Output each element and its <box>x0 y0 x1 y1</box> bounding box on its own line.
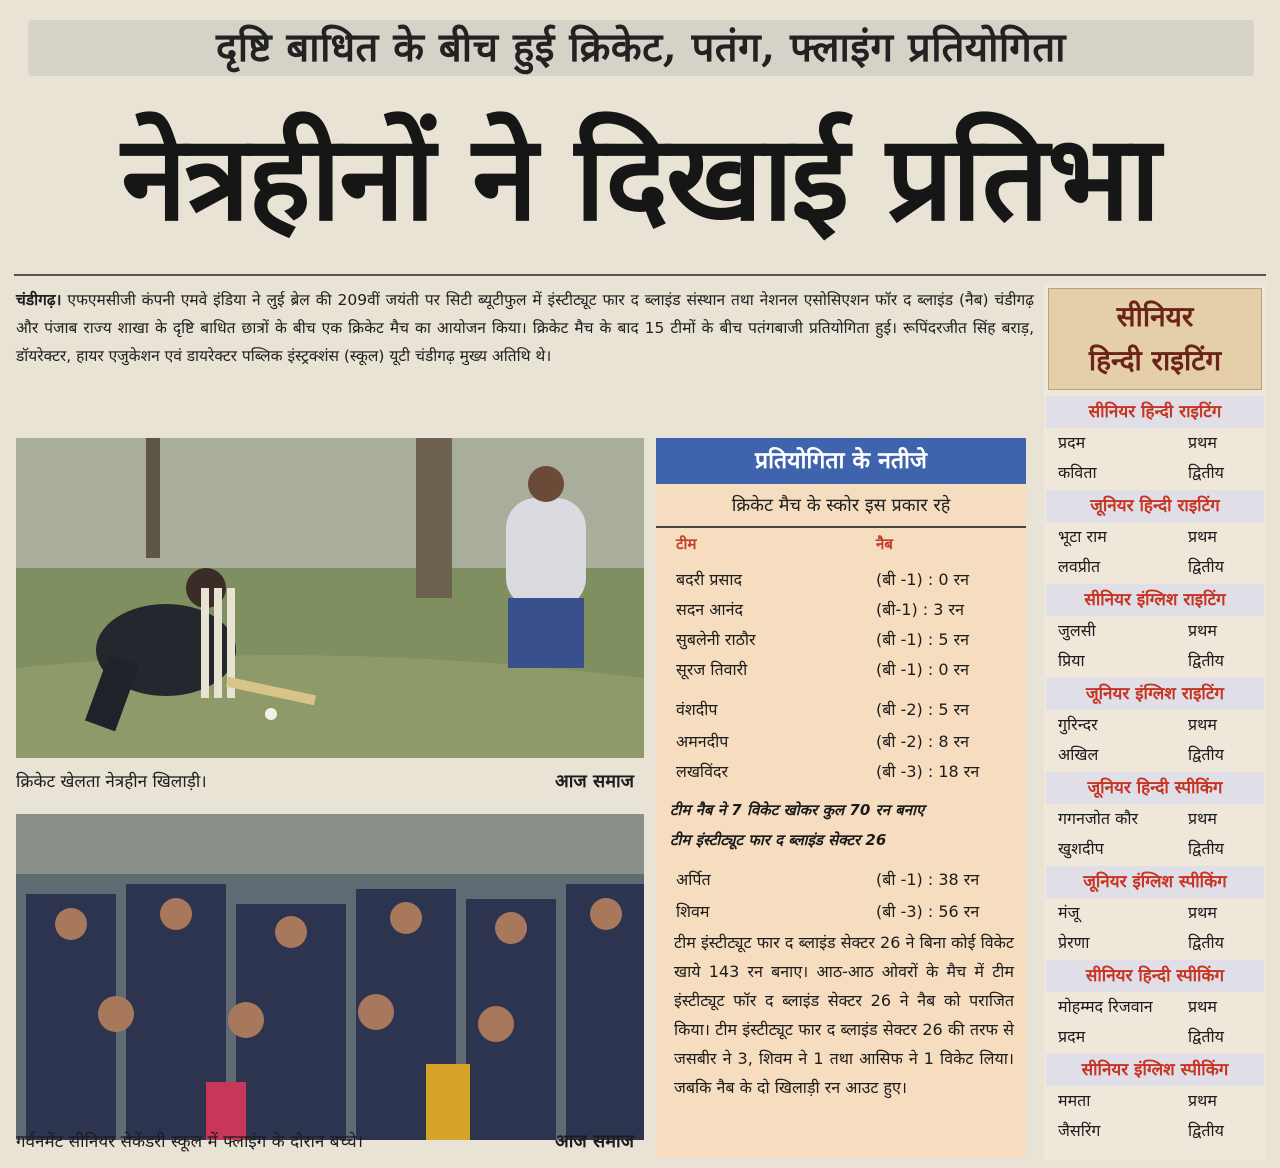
kicker-headline: दृष्टि बाधित के बीच हुई क्रिकेट, पतंग, फ्लाइंग प्रतियोगिता <box>28 20 1254 76</box>
winner-name: खुशदीप <box>1058 839 1104 858</box>
winner-name: जैसरिंग <box>1058 1121 1101 1140</box>
winner-name: गगनजोत कौर <box>1058 809 1139 828</box>
winner-position: प्रथम <box>1188 527 1217 546</box>
nab-column-header: नैब <box>876 535 893 553</box>
main-headline: नेत्रहीनों ने दिखाई प्रतिभा <box>121 109 1159 247</box>
winner-name: कविता <box>1058 463 1097 482</box>
photo2-caption <box>16 1122 644 1162</box>
winner-name: ममता <box>1058 1091 1091 1110</box>
player-score: (बी-1) : 3 रन <box>876 600 964 619</box>
divider <box>14 274 1266 276</box>
photo1-credit: आज समाज <box>555 771 634 792</box>
winner-position: द्वितीय <box>1188 651 1224 670</box>
player-name: वंशदीप <box>676 700 718 719</box>
results-banner: प्रतियोगिता के नतीजे <box>656 438 1026 484</box>
category-title: जूनियर हिन्दी स्पीकिंग <box>1046 772 1264 804</box>
category-title: जूनियर इंग्लिश स्पीकिंग <box>1046 866 1264 898</box>
winner-position: प्रथम <box>1188 903 1217 922</box>
winner-entry <box>1058 834 1258 864</box>
player-name: लखविंदर <box>676 762 729 781</box>
sidebar-title-box <box>1048 288 1262 390</box>
winner-position: प्रथम <box>1188 809 1217 828</box>
sidebar-results <box>1044 284 1266 1160</box>
winner-entry <box>1058 616 1258 646</box>
winner-position: द्वितीय <box>1188 1027 1224 1046</box>
winner-entry <box>1058 804 1258 834</box>
score-row <box>676 566 1016 594</box>
player-score: (बी -3) : 18 रन <box>876 762 980 781</box>
winner-name: मंजू <box>1058 903 1080 922</box>
player-name: शिवम <box>676 902 710 921</box>
category-title: जूनियर हिन्दी राइटिंग <box>1046 490 1264 522</box>
results-box <box>656 438 1026 1158</box>
winner-name: लवप्रीत <box>1058 557 1101 576</box>
winner-position: द्वितीय <box>1188 933 1224 952</box>
category-title: जूनियर इंग्लिश राइटिंग <box>1046 678 1264 710</box>
winner-position: द्वितीय <box>1188 557 1224 576</box>
winner-name: गुरिन्दर <box>1058 715 1098 734</box>
player-score: (बी -3) : 56 रन <box>876 902 980 921</box>
winner-name: जुलसी <box>1058 621 1096 640</box>
player-score: (बी -1) : 5 रन <box>876 630 970 649</box>
score-row <box>676 898 1016 926</box>
category-title: सीनियर हिन्दी स्पीकिंग <box>1046 960 1264 992</box>
score-row <box>676 728 1016 756</box>
winner-name: प्रदम <box>1058 433 1086 452</box>
winner-position: द्वितीय <box>1188 463 1224 482</box>
winner-name: प्रेरणा <box>1058 933 1090 952</box>
winner-entry <box>1058 522 1258 552</box>
score-row <box>676 596 1016 624</box>
winner-position: प्रथम <box>1188 997 1217 1016</box>
player-name: सूरज तिवारी <box>676 660 748 679</box>
winner-name: भूटा राम <box>1058 527 1107 546</box>
winner-entry <box>1058 740 1258 770</box>
photo1-caption-text: क्रिकेट खेलता नेत्रहीन खिलाड़ी। <box>16 772 207 792</box>
lead-paragraph <box>16 286 1034 370</box>
player-name: बदरी प्रसाद <box>676 570 742 589</box>
winner-position: प्रथम <box>1188 1091 1217 1110</box>
team-column-header: टीम <box>676 535 697 553</box>
children-photo <box>16 814 644 1140</box>
dateline: चंडीगढ़। <box>16 291 62 309</box>
score-row <box>676 758 1016 786</box>
results-subtitle: क्रिकेट मैच के स्कोर इस प्रकार रहे <box>731 495 951 516</box>
score-row <box>676 866 1016 894</box>
winner-name: प्रिया <box>1058 651 1085 670</box>
player-score: (बी -1) : 0 रन <box>876 570 970 589</box>
category-title: सीनियर इंग्लिश राइटिंग <box>1046 584 1264 616</box>
nab-total-note: टीम नैब ने 7 विकेट खोकर कुल 70 रन बनाए <box>670 801 925 819</box>
match-summary: टीम इंस्टीट्यूट फार द ब्लाइंड सेक्टर 26 ने बिना कोई विकेट खाये 143 रन बनाए। आठ-आठ ओवरों के मैच में टीम इंस्टीट्यूट फॉर द ब्लाइंड सेक्टर 26 ने नैब को पराजित किया। टीम इंस्टीट्यूट फार द ब्लाइंड सेक्टर 26 की तरफ से जसबीर ने 3, शिवम ने 1 तथा आसिफ ने 1 विकेट लिया। जबकि नैब के दो खिलाड़ी रन आउट हुए। <box>674 933 1014 1097</box>
player-score: (बी -1) : 38 रन <box>876 870 980 889</box>
player-name: अर्पित <box>676 870 711 889</box>
winner-position: द्वितीय <box>1188 839 1224 858</box>
winner-entry <box>1058 646 1258 676</box>
sidebar-title-line2: हिन्दी राइटिंग <box>1088 344 1222 377</box>
category-title: सीनियर इंग्लिश स्पीकिंग <box>1046 1054 1264 1086</box>
winner-name: अखिल <box>1058 745 1099 764</box>
winner-entry <box>1058 1022 1258 1052</box>
winner-entry <box>1058 428 1258 458</box>
results-divider <box>656 526 1026 528</box>
player-score: (बी -1) : 0 रन <box>876 660 970 679</box>
winner-position: प्रथम <box>1188 621 1217 640</box>
winner-position: प्रथम <box>1188 433 1217 452</box>
score-row <box>676 656 1016 684</box>
cricket-photo-illustration <box>16 438 644 758</box>
player-name: सुबलेनी राठौर <box>676 630 756 649</box>
winner-entry <box>1058 898 1258 928</box>
sidebar-title-line1: सीनियर <box>1116 300 1194 333</box>
winner-entry <box>1058 928 1258 958</box>
cricket-photo <box>16 438 644 758</box>
score-row <box>676 626 1016 654</box>
winner-entry <box>1058 1086 1258 1116</box>
institute-team-note: टीम इंस्टीट्यूट फार द ब्लाइंड सेक्टर 26 <box>670 831 887 849</box>
winner-entry <box>1058 710 1258 740</box>
winner-name: मोहम्मद रिजवान <box>1058 997 1153 1016</box>
children-photo-illustration <box>16 814 644 1140</box>
photo1-caption <box>16 762 644 802</box>
winner-position: द्वितीय <box>1188 745 1224 764</box>
player-score: (बी -2) : 5 रन <box>876 700 970 719</box>
winner-entry <box>1058 552 1258 582</box>
winner-position: द्वितीय <box>1188 1121 1224 1140</box>
category-title: सीनियर हिन्दी राइटिंग <box>1046 396 1264 428</box>
winner-entry <box>1058 458 1258 488</box>
player-score: (बी -2) : 8 रन <box>876 732 970 751</box>
lead-text: एफएमसीजी कंपनी एमवे इंडिया ने लुई ब्रेल की 209वीं जयंती पर सिटी ब्यूटीफुल में इंस्टीट्यूट फार द ब्लाइंड संस्थान तथा नेशनल एसोसिएशन फॉर द ब्लाइंड (नैब) चंडीगढ़ और पंजाब राज्य शाखा के दृष्टि बाधित छात्रों के बीच एक क्रिकेट मैच का आयोजन किया। क्रिकेट मैच के बाद 15 टीमों के बीच पतंगबाजी प्रतियोगिता हुई। रूपिंदरजीत सिंह बराड़, डॉयरेक्टर, हायर एजुकेशन एवं डायरेक्टर पब्लिक इंस्ट्रक्शंस (स्कूल) यूटी चंडीगढ़ मुख्य अतिथि थे। <box>16 291 1034 365</box>
winner-entry <box>1058 1116 1258 1146</box>
score-row <box>676 696 1016 724</box>
photo2-credit: आज समाज <box>555 1131 634 1152</box>
player-name: अमनदीप <box>676 732 729 751</box>
photo2-caption-text: गर्वनमेंट सीनियर सेकेंडरी स्कूल में फ्लाइंग के दौरान बच्चे। <box>16 1132 364 1152</box>
player-name: सदन आनंद <box>676 600 744 619</box>
winner-name: प्रदम <box>1058 1027 1086 1046</box>
winner-entry <box>1058 992 1258 1022</box>
winner-position: प्रथम <box>1188 715 1217 734</box>
